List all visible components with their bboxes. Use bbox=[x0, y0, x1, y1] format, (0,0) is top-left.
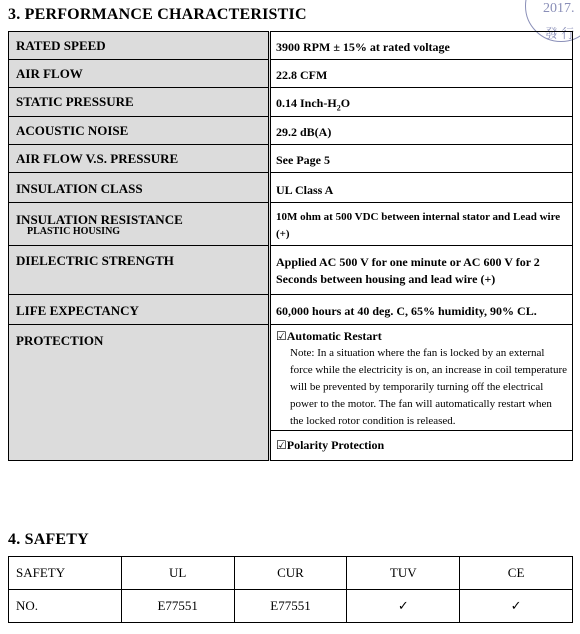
header-cur: CUR bbox=[234, 557, 347, 590]
automatic-restart-label: Automatic Restart bbox=[286, 329, 382, 344]
safety-table bbox=[8, 556, 573, 623]
acoustic-noise-label: ACOUSTIC NOISE bbox=[9, 117, 270, 145]
insulation-class-value: UL Class A bbox=[270, 173, 573, 203]
stamp-date: 2017. bbox=[543, 1, 575, 16]
insulation-resistance-label: INSULATION RESISTANCE PLASTIC HOUSING bbox=[9, 203, 270, 246]
acoustic-noise-value: 29.2 dB(A) bbox=[270, 117, 573, 145]
insulation-class-label: INSULATION CLASS bbox=[9, 173, 270, 203]
table-header-row bbox=[9, 557, 573, 590]
table-row bbox=[9, 203, 573, 246]
cur-number: E77551 bbox=[234, 590, 347, 623]
tuv-check-icon: ✓ bbox=[347, 590, 460, 623]
life-expectancy-value: 60,000 hours at 40 deg. C, 65% humidity, 90% CL. bbox=[270, 295, 573, 325]
static-pressure-label: STATIC PRESSURE bbox=[9, 88, 270, 117]
header-ce: CE bbox=[460, 557, 573, 590]
table-row bbox=[9, 145, 573, 173]
dielectric-strength-label: DIELECTRIC STRENGTH bbox=[9, 246, 270, 295]
table-row bbox=[9, 117, 573, 145]
header-tuv: TUV bbox=[347, 557, 460, 590]
table-row bbox=[9, 246, 573, 295]
air-flow-vs-pressure-value: See Page 5 bbox=[270, 145, 573, 173]
header-ul: UL bbox=[121, 557, 234, 590]
insulation-resistance-value: 10M ohm at 500 VDC between internal stator and Lead wire (+) bbox=[270, 203, 573, 246]
air-flow-label: AIR FLOW bbox=[9, 60, 270, 88]
table-row bbox=[9, 590, 573, 623]
table-row bbox=[9, 325, 573, 431]
checkbox-checked-icon: ☑ bbox=[276, 438, 287, 453]
air-flow-vs-pressure-label: AIR FLOW V.S. PRESSURE bbox=[9, 145, 270, 173]
row-label-no: NO. bbox=[9, 590, 122, 623]
automatic-restart-note: Note: In a situation where the fan is locked by an external force while the electricity is on, an increase in coil temperature will be prevented by temporarily turning off the electrical power to the motor. The fan will automatically restart when the locked rotor condition is released. bbox=[290, 347, 568, 428]
insulation-resistance-sublabel: PLASTIC HOUSING bbox=[27, 226, 121, 238]
table-row bbox=[9, 60, 573, 88]
protection-label: PROTECTION bbox=[9, 325, 270, 461]
section-4-title: 4. SAFETY bbox=[8, 531, 89, 548]
rated-speed-label: RATED SPEED bbox=[9, 32, 270, 60]
automatic-restart-cell bbox=[270, 325, 573, 431]
section-3-title: 3. PERFORMANCE CHARACTERISTIC bbox=[8, 6, 307, 23]
stamp-text: 發 行 bbox=[545, 26, 575, 41]
table-row bbox=[9, 295, 573, 325]
table-row bbox=[9, 88, 573, 117]
table-row bbox=[9, 32, 573, 60]
static-pressure-value: 0.14 Inch-$H_2O$ bbox=[270, 88, 573, 117]
rated-speed-value: 3900 RPM ± 15% at rated voltage bbox=[270, 32, 573, 60]
polarity-protection-label: Polarity Protection bbox=[286, 438, 385, 453]
header-safety: SAFETY bbox=[9, 557, 122, 590]
dielectric-strength-value: Applied AC 500 V for one minute or AC 600 V for 2 Seconds between housing and lead wire (+) bbox=[270, 246, 573, 295]
life-expectancy-label: LIFE EXPECTANCY bbox=[9, 295, 270, 325]
performance-table bbox=[8, 31, 573, 461]
ul-number: E77551 bbox=[121, 590, 234, 623]
table-row bbox=[9, 173, 573, 203]
air-flow-value: 22.8 CFM bbox=[270, 60, 573, 88]
ce-check-icon: ✓ bbox=[460, 590, 573, 623]
checkbox-checked-icon: ☑ bbox=[276, 329, 287, 344]
polarity-protection-cell bbox=[270, 431, 573, 461]
